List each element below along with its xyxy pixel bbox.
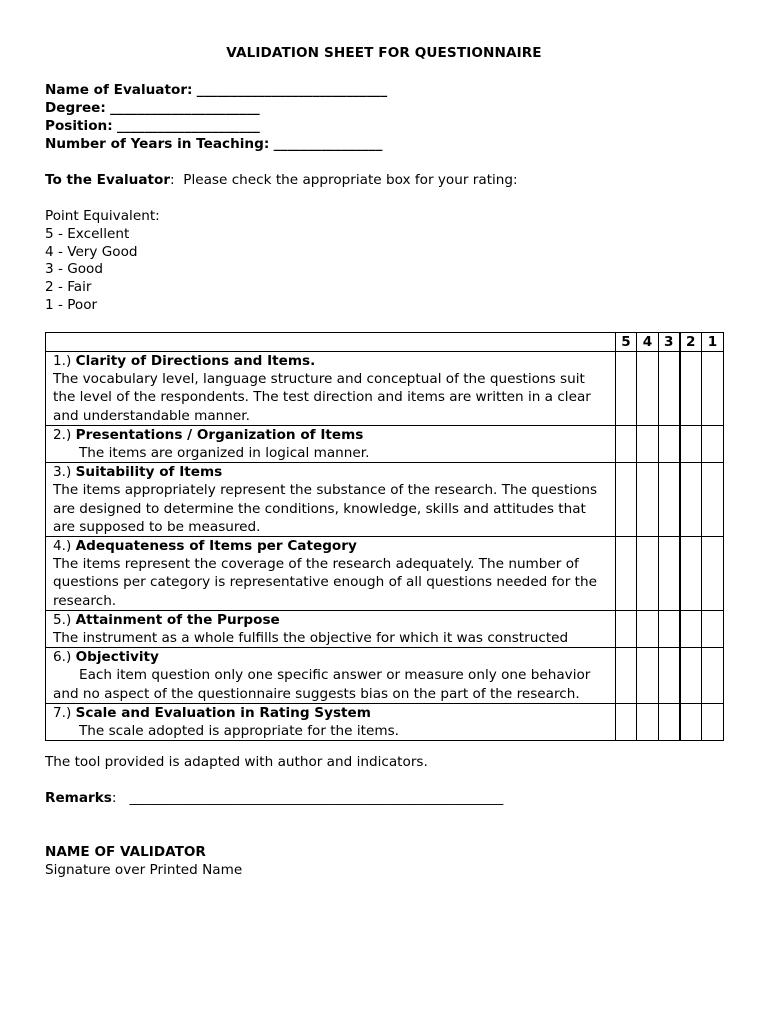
point-item: 3 - Good [45, 261, 103, 277]
rating-box-3[interactable] [659, 610, 680, 647]
instruction-lead: To the Evaluator [45, 172, 171, 188]
criterion-title: Attainment of the Purpose [75, 611, 280, 628]
criterion-number: 1.) [53, 353, 72, 369]
field-label: Position: [45, 118, 113, 134]
criterion-cell [46, 425, 616, 462]
rating-box-3[interactable] [659, 703, 680, 740]
point-equivalent-heading: Point Equivalent: [45, 208, 160, 224]
rating-box-2[interactable] [680, 463, 702, 537]
criterion-description: Each item question only one specific answer or measure only one behavior and no aspect of the questionnaire suggests bias on the part of the research. [53, 667, 591, 702]
rating-box-4[interactable] [637, 425, 659, 462]
rating-header-2: 2 [680, 333, 702, 352]
criterion-cell [46, 352, 616, 426]
field-label: Name of Evaluator: [45, 82, 193, 98]
criterion-title: Presentations / Organization of Items [75, 426, 364, 443]
rating-box-1[interactable] [702, 425, 724, 462]
rating-box-2[interactable] [680, 703, 702, 740]
rating-box-3[interactable] [659, 463, 680, 537]
criteria-header [46, 333, 616, 352]
point-item: 5 - Excellent [45, 226, 130, 242]
criterion-cell [46, 537, 616, 611]
criterion-number: 7.) [53, 704, 72, 721]
rating-box-5[interactable] [616, 352, 637, 426]
criterion-description: The items appropriately represent the substance of the research. The questions are designed to determine the conditions, knowledge, skills and attitudes that are supposed to be measured. [53, 482, 598, 535]
rating-box-1[interactable] [702, 703, 724, 740]
document-title: VALIDATION SHEET FOR QUESTIONNAIRE [226, 45, 542, 61]
remarks-blank[interactable]: _______________________________________________________ [129, 790, 504, 806]
rating-box-2[interactable] [680, 610, 702, 647]
criterion-cell [46, 703, 616, 740]
validator-signature-label: Signature over Printed Name [45, 862, 243, 878]
rating-box-2[interactable] [680, 425, 702, 462]
table-row [46, 425, 724, 462]
rating-box-1[interactable] [702, 610, 724, 647]
criterion-cell [46, 648, 616, 704]
field-years-teaching [45, 135, 382, 153]
criterion-number: 3.) [53, 464, 72, 481]
rating-box-1[interactable] [702, 537, 724, 611]
table-row [46, 648, 724, 704]
rating-box-2[interactable] [680, 648, 702, 704]
point-item: 1 - Poor [45, 297, 98, 313]
remarks-label: Remarks [45, 790, 112, 806]
table-row [46, 703, 724, 740]
field-blank[interactable]: ____________________________ [196, 82, 388, 98]
evaluator-instruction [45, 171, 518, 189]
field-blank[interactable]: ________________ [273, 136, 383, 152]
rating-box-3[interactable] [659, 537, 680, 611]
criterion-description: The scale adopted is appropriate for the items. [79, 723, 399, 740]
criterion-number: 5.) [53, 611, 72, 628]
footer-note: The tool provided is adapted with author and indicators. [45, 754, 428, 770]
rating-header-5: 5 [616, 333, 637, 352]
rating-header-1: 1 [702, 333, 724, 352]
remarks-separator: : [111, 790, 117, 806]
criterion-cell [46, 610, 616, 647]
criterion-description: The vocabulary level, language structure and conceptual of the questions suit the level of the respondents. The test direction and items are written in a clear and understandable manner. [53, 371, 591, 424]
criterion-description: The items represent the coverage of the research adequately. The number of questions per category is representative enough of all questions needed for the research. [53, 556, 597, 609]
validator-name-label: NAME OF VALIDATOR [45, 844, 206, 860]
field-blank[interactable]: _____________________ [117, 118, 260, 134]
table-row [46, 352, 724, 426]
rating-box-3[interactable] [659, 648, 680, 704]
criterion-number: 6.) [53, 649, 72, 666]
point-item: 2 - Fair [45, 279, 92, 295]
rating-box-5[interactable] [616, 610, 637, 647]
rating-box-5[interactable] [616, 463, 637, 537]
field-label: Degree: [45, 100, 106, 116]
criterion-title: Objectivity [75, 649, 159, 666]
rating-box-5[interactable] [616, 648, 637, 704]
rating-box-5[interactable] [616, 537, 637, 611]
field-degree [45, 99, 260, 117]
criterion-cell [46, 463, 616, 537]
table-row [46, 537, 724, 611]
criterion-description: The items are organized in logical manner. [79, 445, 370, 462]
criterion-title: Scale and Evaluation in Rating System [75, 704, 371, 721]
rating-header-3: 3 [659, 333, 680, 352]
rating-box-4[interactable] [637, 703, 659, 740]
criterion-title: Clarity of Directions and Items. [75, 353, 316, 369]
rating-box-4[interactable] [637, 537, 659, 611]
rating-box-1[interactable] [702, 648, 724, 704]
rating-box-1[interactable] [702, 463, 724, 537]
rating-box-4[interactable] [637, 610, 659, 647]
rating-box-4[interactable] [637, 648, 659, 704]
rating-box-2[interactable] [680, 537, 702, 611]
criterion-title: Adequateness of Items per Category [75, 538, 357, 555]
rating-box-4[interactable] [637, 352, 659, 426]
criterion-title: Suitability of Items [75, 464, 223, 481]
rating-box-4[interactable] [637, 463, 659, 537]
rating-box-3[interactable] [659, 425, 680, 462]
rating-box-5[interactable] [616, 703, 637, 740]
rating-box-5[interactable] [616, 425, 637, 462]
criterion-description: The instrument as a whole fulfills the objective for which it was constructed [53, 630, 569, 647]
rating-header-row [46, 333, 724, 352]
criterion-number: 4.) [53, 538, 72, 555]
remarks-field [45, 789, 503, 807]
point-item: 4 - Very Good [45, 244, 138, 260]
table-row [46, 463, 724, 537]
field-label: Number of Years in Teaching: [45, 136, 270, 152]
criterion-number: 2.) [53, 426, 72, 443]
field-name-of-evaluator [45, 81, 387, 99]
rating-box-2[interactable] [680, 352, 702, 426]
field-position [45, 117, 260, 135]
rating-box-1[interactable] [702, 352, 724, 426]
rating-table [45, 332, 724, 741]
table-row [46, 610, 724, 647]
field-blank[interactable]: ______________________ [110, 100, 260, 116]
instruction-text: : Please check the appropriate box for your rating: [170, 172, 518, 188]
rating-box-3[interactable] [659, 352, 680, 426]
rating-header-4: 4 [637, 333, 659, 352]
